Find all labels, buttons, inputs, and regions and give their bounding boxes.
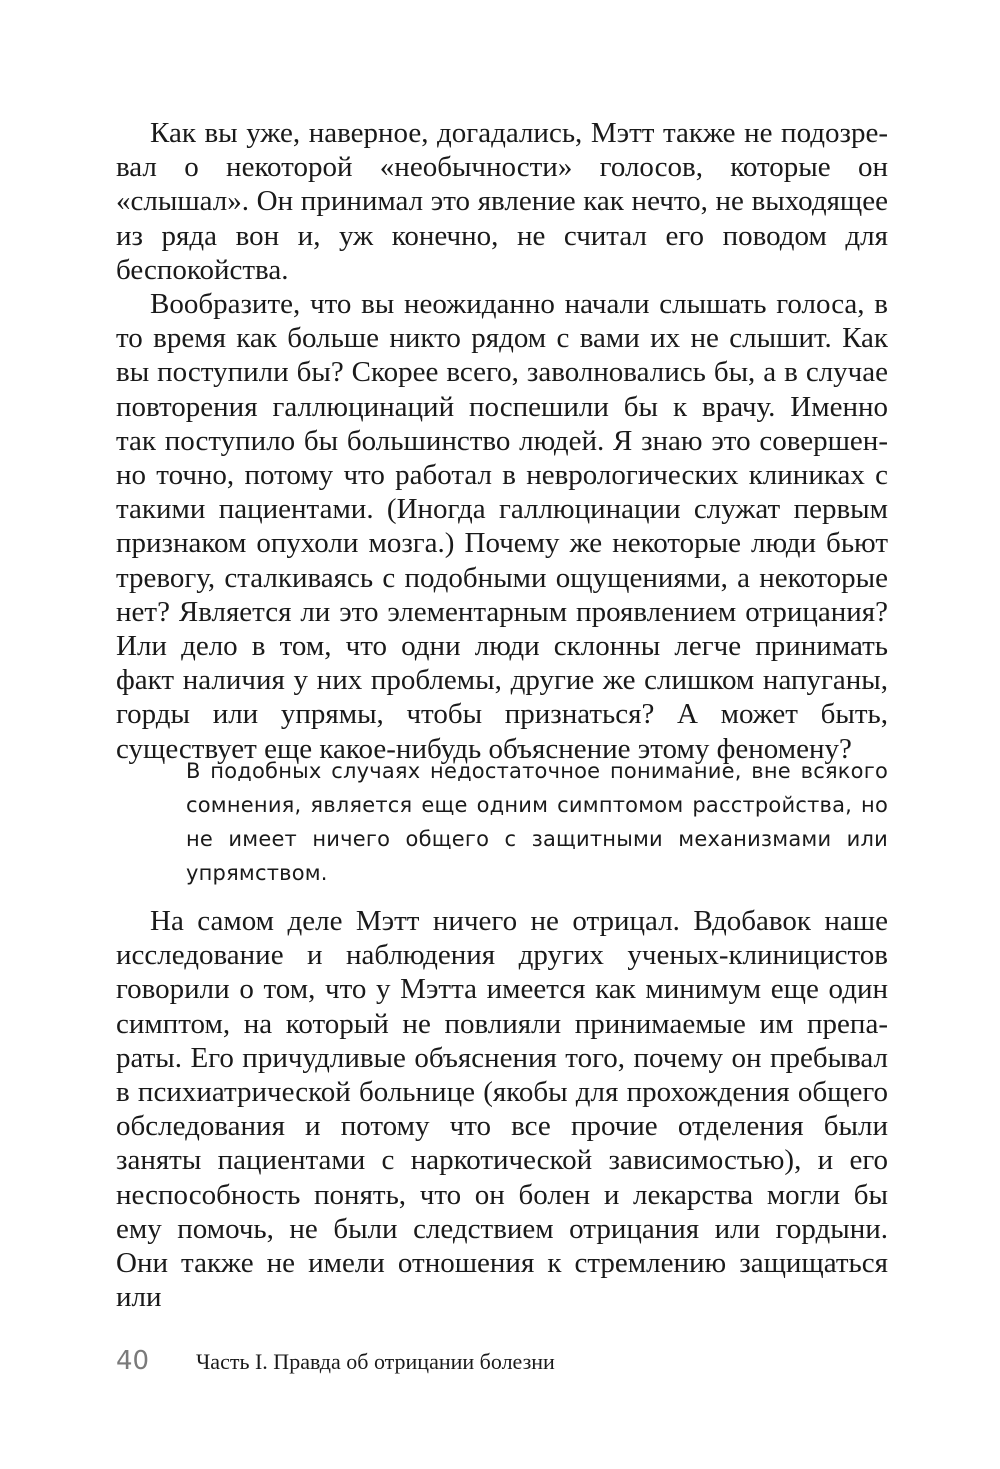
paragraph: Как вы уже, наверное, догадались, Мэтт также не подозревал о некоторой «необычности» голосов, которые он «слышал». Он принимал это явление как нечто, не выходящее из ряда вон и, уж конечно, не считал его поводом для беспокойства. — [116, 117, 888, 286]
page-footer — [116, 1346, 555, 1380]
pull-quote — [186, 754, 888, 890]
page-number: 40 — [116, 1346, 150, 1376]
running-head: Часть I. Правда об отрицании болезни — [196, 1349, 555, 1374]
paragraph: На самом деле Мэтт ничего не отрицал. Вдобавок наше исследование и наблюдения других ученых-клиницистов говорили о том, что у Мэтта имеется как минимум еще один симптом, на который не повлияли принимаемые им препараты. Его причудливые объяснения того, почему он пребывал в психиатрической больнице (якобы для прохождения общего обследования и потому что все прочие отделения были заняты пациентами с наркотической зависимостью), и его неспособность понять, что он болен и лекарства могли бы ему помочь, не были следствием отрицания или гордыни. Они также не имели отношения к стремлению защищаться или — [116, 905, 888, 1314]
paragraph: Вообразите, что вы неожиданно начали слышать голоса, в то время как больше никто рядом с вами их не слышит. Как вы поступили бы? Скорее всего, заволновались бы, а в случае повторения галлюцинаций поспешили бы к врачу. Именно так поступило бы большинство людей. Я знаю это совершенно точно, потому что работал в неврологических клиниках с такими пациентами. (Иногда галлюцинации служат первым признаком опухоли мозга.) Почему же некоторые люди бьют тревогу, сталкиваясь с подобными ощущениями, а некоторые нет? Является ли это элементарным проявлением отрицания? Или дело в том, что одни люди склонны легче принимать факт наличия у них проблемы, другие же слишком напуганы, горды или упрямы, чтобы признаться? А может быть, существует еще какое-нибудь объяснение этому феномену? — [116, 288, 888, 765]
pull-quote-text: В подобных случаях недостаточное понимание, вне всякого сомнения, является еще одним симптомом расстройства, но не имеет ничего общего с защитными механизмами или упрямством. — [186, 759, 888, 885]
main-text-top — [116, 116, 888, 766]
main-text-bottom — [116, 904, 888, 1314]
